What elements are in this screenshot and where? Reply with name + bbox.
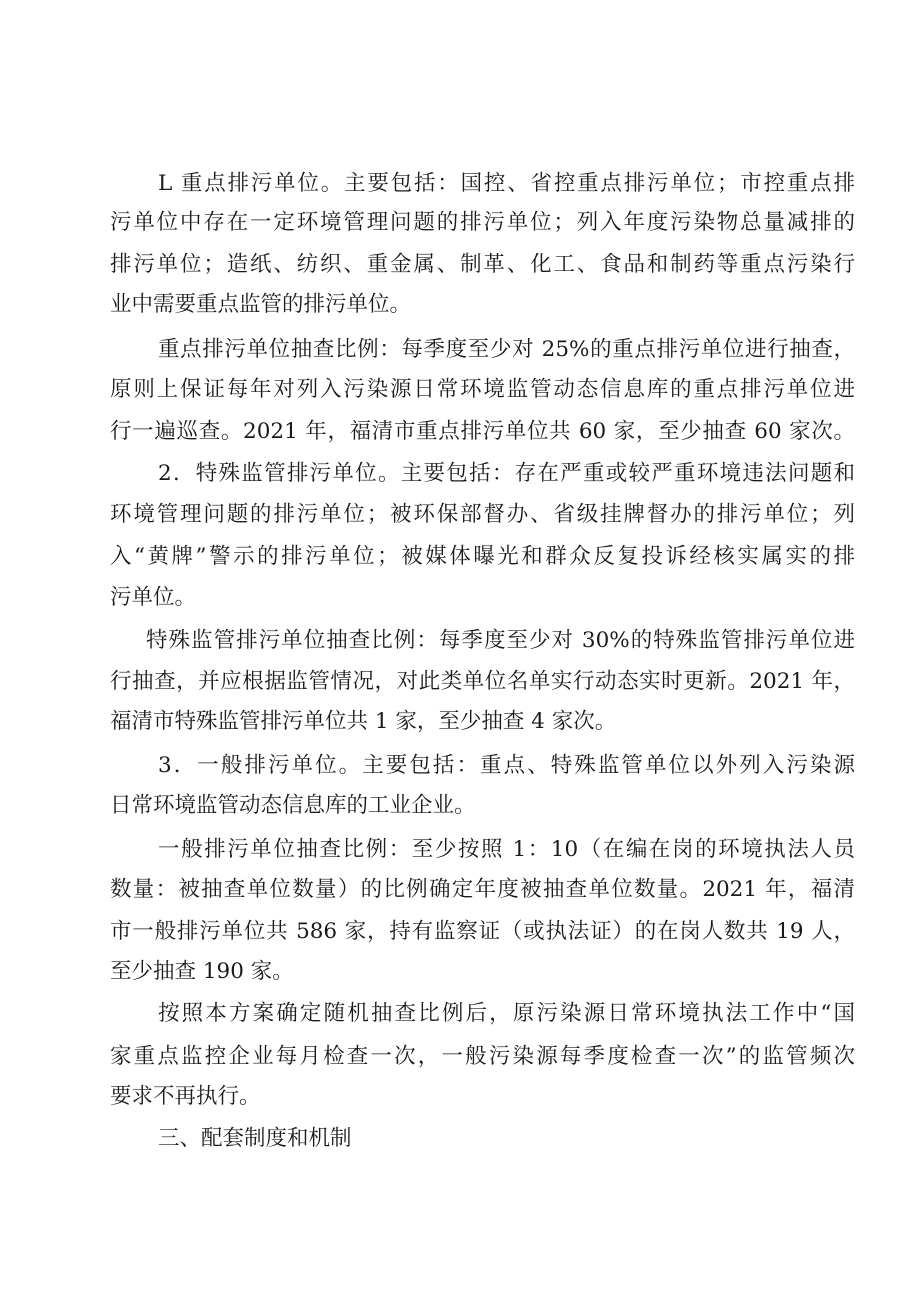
paragraph-4-line-3: 福清市特殊监管排污单位共 1 家，至少抽查 4 家次。	[110, 709, 617, 734]
paragraph-6-line-1: 一般排污单位抽查比例：至少按照 1：10（在编在岗的环境执法人员	[158, 837, 855, 862]
paragraph-2-line-2: 原则上保证每年对列入污染源日常环境监管动态信息库的重点排污单位进	[110, 377, 855, 402]
paragraph-7-line-2: 家重点监控企业每月检查一次，一般污染源每季度检查一次”的监管频次	[110, 1044, 855, 1069]
paragraph-3-line-2: 环境管理问题的排污单位；被环保部督办、省级挂牌督办的排污单位；列	[110, 502, 855, 527]
paragraph-4-line-2: 行抽查，并应根据监管情况，对此类单位名单实行动态实时更新。2021 年，	[110, 669, 855, 694]
paragraph-1-line-3: 排污单位；造纸、纺织、重金属、制革、化工、食品和制药等重点污染行	[110, 252, 855, 277]
paragraph-1-line-4: 业中需要重点监管的排污单位。	[110, 292, 412, 317]
paragraph-6-line-2: 数量：被抽查单位数量）的比例确定年度被抽查单位数量。2021 年，福清	[110, 877, 855, 902]
paragraph-5-line-1: 3．一般排污单位。主要包括：重点、特殊监管单位以外列入污染源	[158, 753, 855, 778]
paragraph-4-line-1: 特殊监管排污单位抽查比例：每季度至少对 30%的特殊监管排污单位进	[146, 628, 855, 653]
paragraph-6-line-4: 至少抽查 190 家。	[110, 959, 294, 984]
paragraph-5-line-2: 日常环境监管动态信息库的工业企业。	[110, 793, 476, 818]
paragraph-7-line-3: 要求不再执行。	[110, 1084, 261, 1109]
paragraph-7-line-1: 按照本方案确定随机抽查比例后，原污染源日常环境执法工作中“国	[158, 1001, 855, 1026]
paragraph-3-line-1: 2．特殊监管排污单位。主要包括：存在严重或较严重环境违法问题和	[158, 461, 855, 486]
paragraph-3-line-3: 入“黄牌”警示的排污单位；被媒体曝光和群众反复投诉经核实属实的排	[110, 544, 855, 569]
paragraph-3-line-4: 污单位。	[110, 585, 197, 610]
paragraph-6-line-3: 市一般排污单位共 586 家，持有监察证（或执法证）的在岗人数共 19 人，	[110, 919, 855, 944]
paragraph-2-line-3: 行一遍巡查。2021 年，福清市重点排污单位共 60 家，至少抽查 60 家次。	[110, 419, 855, 444]
paragraph-1-line-2: 污单位中存在一定环境管理问题的排污单位；列入年度污染物总量减排的	[110, 210, 855, 235]
paragraph-1-line-1: L 重点排污单位。主要包括：国控、省控重点排污单位；市控重点排	[158, 171, 855, 196]
paragraph-2-line-1: 重点排污单位抽查比例：每季度至少对 25%的重点排污单位进行抽查，	[158, 337, 855, 362]
section-heading: 三、配套制度和机制	[158, 1126, 352, 1151]
